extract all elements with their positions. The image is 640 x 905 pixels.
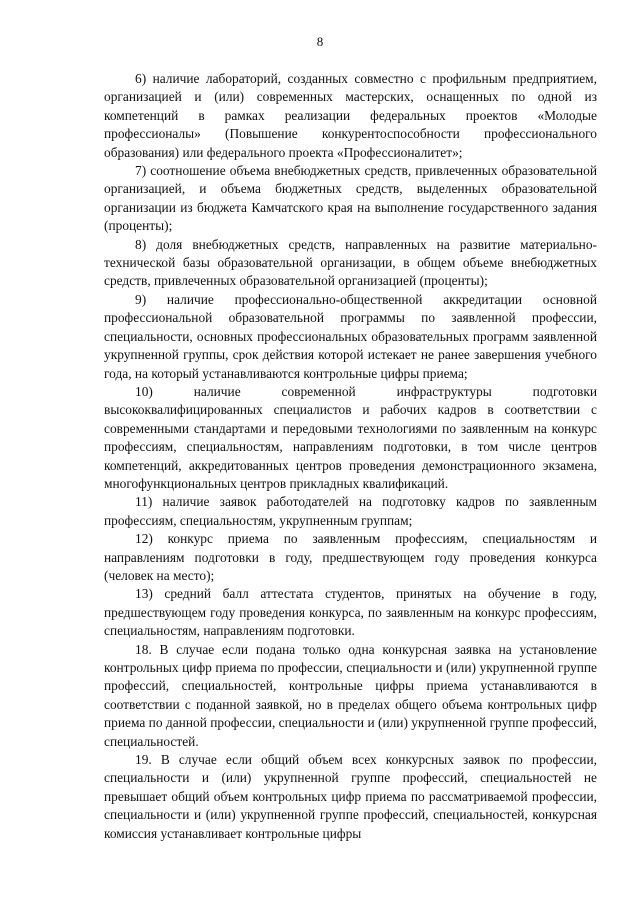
paragraph-item-6: 6) наличие лабораторий, созданных совместно с профильным предприятием, организацией и (или) современных мастерских, оснащенных по одной из компетенций в рамках реализации федеральных проектов «Молодые профессионалы» (Повышение конкурентоспособности профессионального образования) или федерального проекта «Профессионалитет»; [104, 71, 597, 160]
paragraph-item-8: 8) доля внебюджетных средств, направленных на развитие материально-технической базы образовательной организации, в общем объеме внебюджетных средств, привлеченных образовательной организацией (проценты); [104, 236, 597, 289]
paragraph-clause-18: 18. В случае если подана только одна конкурсная заявка на установление контрольных цифр приема по профессии, специальности и (или) укрупненной группе профессий, специальностей, контрольные цифры приема устанавливаются в соответствии с поданной заявкой, но в пределах общего объема контрольных цифр приема по данной профессии, специальности и (или) укрупненной группе профессий, специальностей. [104, 641, 597, 749]
paragraph-item-9: 9) наличие профессионально-общественной аккредитации основной профессиональной образовательной программы по заявленной профессии, специальности, основных профессиональных образовательных программ заявленной укрупненной группы, срок действия которой истекает не ранее завершения учебного года, на который устанавливаются контрольные цифры приема; [104, 291, 597, 381]
document-body [104, 70, 597, 843]
paragraph-item-12: 12) конкурс приема по заявленным профессиям, специальностям и направлениям подготовки в году, предшествующем году проведения конкурса (человек на место); [104, 531, 597, 583]
paragraph-item-10: 10) наличие современной инфраструктуры подготовки высококвалифицированных специалистов и рабочих кадров в соответствии с современными стандартами и передовыми технологиями по заявленным на конкурс профессиям, специальностям, направлениям подготовки, в том числе центров компетенций, аккредитованных центров проведения демонстрационного экзамена, многофункциональных центров прикладных квалификаций. [104, 383, 597, 491]
paragraph-item-13: 13) средний балл аттестата студентов, принятых на обучение в году, предшествующем году проведения конкурса, по заявленным на конкурс профессиям, специальностям, направлениям подготовки. [104, 586, 597, 639]
paragraph-item-7: 7) соотношение объема внебюджетных средств, привлеченных образовательной организацией, и объема бюджетных средств, выделенных образовательной организации из бюджета Камчатского края на выполнение государственного задания (проценты); [104, 163, 597, 234]
paragraph-clause-19: 19. В случае если общий объем всех конкурсных заявок по профессии, специальности и (или) укрупненной группе профессий, специальностей не превышает общий объем контрольных цифр приема по рассматриваемой профессии, специальности и (или) укрупненной группе профессий, специальностей, конкурсная комиссия устанавливает контрольные цифры [104, 752, 597, 841]
page-number: 8 [316, 34, 324, 49]
paragraph-item-11: 11) наличие заявок работодателей на подготовку кадров по заявленным профессиям, специальностям, укрупненным группам; [104, 494, 597, 528]
